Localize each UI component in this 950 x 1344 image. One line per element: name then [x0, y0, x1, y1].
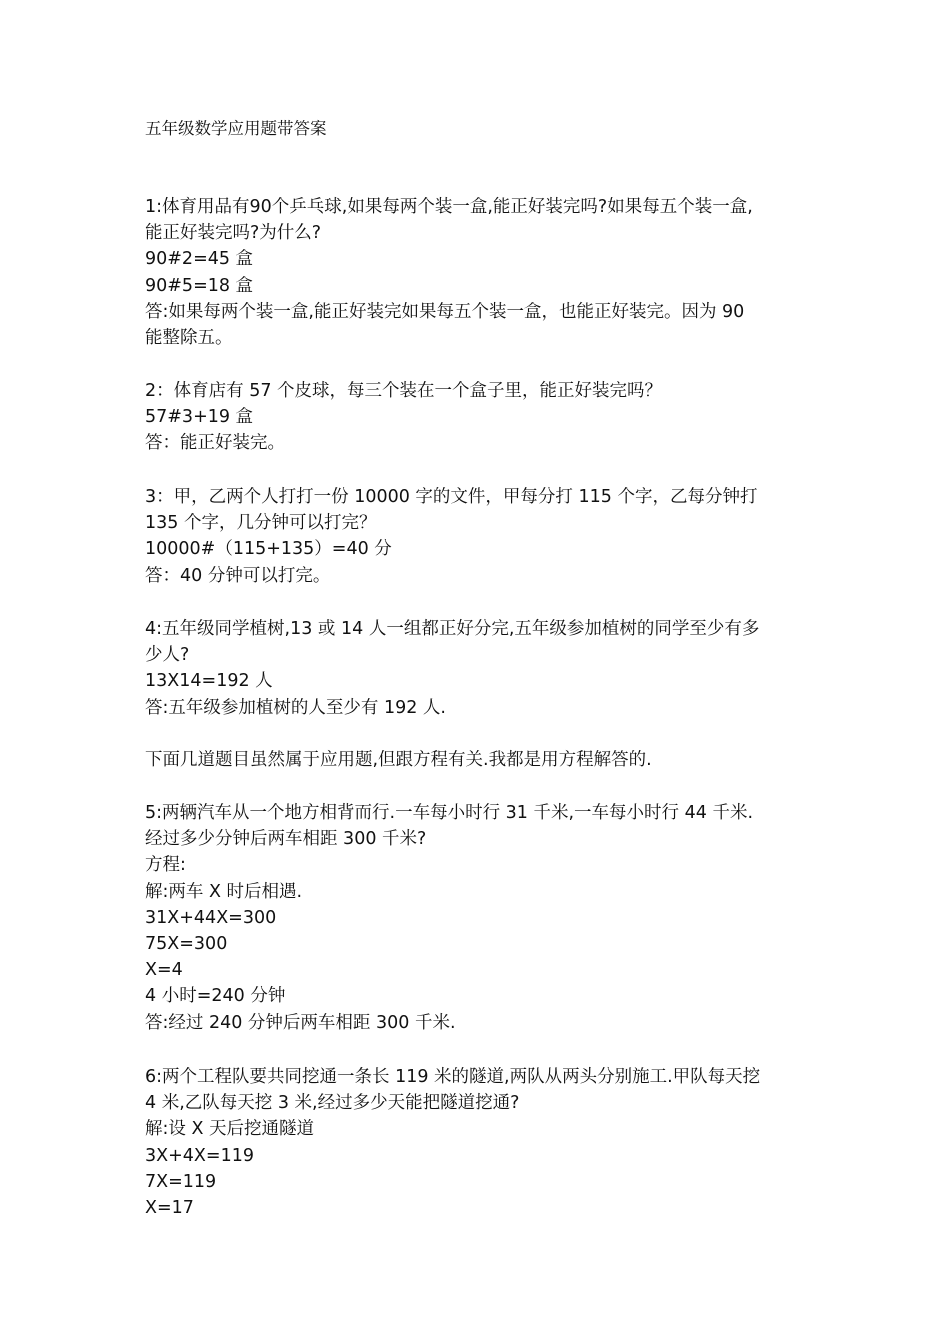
text-line: 4 米,乙队每天挖 3 米,经过多少天能把隧道挖通?	[145, 1093, 520, 1114]
document-title: 五年级数学应用题带答案	[145, 119, 327, 138]
text-line: 解:设 X 天后挖通隧道	[145, 1119, 315, 1140]
text-line: 3X+4X=119	[145, 1145, 254, 1166]
text-line: 31X+44X=300	[145, 907, 277, 928]
text-line: 7X=119	[145, 1171, 217, 1192]
text-line: 4 小时=240 分钟	[145, 986, 286, 1007]
note-paragraph	[145, 747, 810, 773]
text-line: 57#3+19 盒	[145, 407, 254, 428]
text-line: 3：甲，乙两个人打打一份 10000 字的文件，甲每分打 115 个字，乙每分钟打	[145, 487, 758, 507]
text-line: 方程:	[145, 855, 186, 876]
text-line: 能整除五。	[145, 327, 233, 348]
text-line: 135 个字，几分钟可以打完？	[145, 513, 377, 534]
text-line: 90#2=45 盒	[145, 249, 254, 270]
text-line: 90#5=18 盒	[145, 275, 254, 296]
text-line: 4:五年级同学植树,13 或 14 人一组都正好分完,五年级参加植树的同学至少有多	[145, 619, 760, 639]
text-line: 答:经过 240 分钟后两车相距 300 千米.	[145, 1012, 456, 1033]
question-3	[145, 484, 810, 589]
text-line: 少人?	[145, 645, 190, 666]
text-line: 13X14=192 人	[145, 671, 273, 692]
text-line: 5:两辆汽车从一个地方相背而行.一车每小时行 31 千米,一车每小时行 44 千米.	[145, 803, 754, 823]
text-line: 2：体育店有 57 个皮球，每三个装在一个盒子里，能正好装完吗？	[145, 381, 663, 401]
question-6	[145, 1064, 810, 1221]
text-line: 下面几道题目虽然属于应用题,但跟方程有关.我都是用方程解答的.	[145, 750, 652, 770]
text-line: 解:两车 X 时后相遇.	[145, 881, 303, 902]
text-line: X=17	[145, 1197, 194, 1218]
text-line: 10000#（115+135）=40 分	[145, 539, 392, 560]
text-line: 答:五年级参加植树的人至少有 192 人.	[145, 697, 446, 718]
question-5	[145, 800, 810, 1036]
question-1	[145, 194, 810, 351]
question-4	[145, 616, 810, 721]
text-line: 经过多少分钟后两车相距 300 千米?	[145, 829, 427, 850]
text-line: 1:体育用品有90个乒乓球,如果每两个装一盒,能正好装完吗?如果每五个装一盒,	[145, 197, 753, 217]
text-line: X=4	[145, 960, 183, 981]
question-2	[145, 378, 810, 457]
text-line: 能正好装完吗?为什么?	[145, 223, 322, 244]
text-line: 答：40 分钟可以打完。	[145, 565, 331, 586]
text-line: 75X=300	[145, 933, 228, 954]
text-line: 答:如果每两个装一盒,能正好装完如果每五个装一盒，也能正好装完。因为 90	[145, 301, 745, 322]
text-line: 6:两个工程队要共同挖通一条长 119 米的隧道,两队从两头分别施工.甲队每天挖	[145, 1067, 761, 1087]
text-line: 答：能正好装完。	[145, 433, 285, 454]
